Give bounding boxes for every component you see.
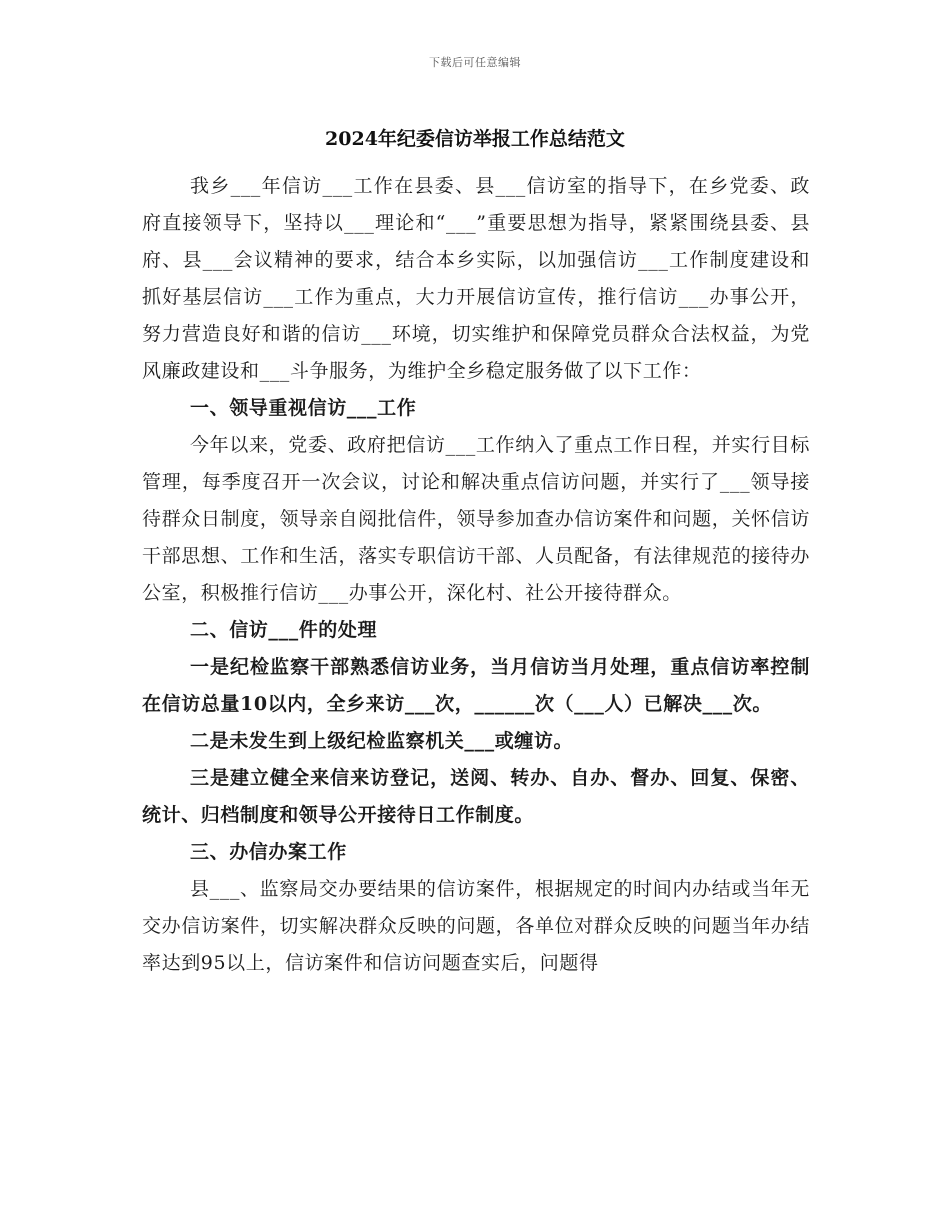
section-2-heading: 二、信访___件的处理	[190, 619, 378, 641]
section-3-heading: 三、办信办案工作	[190, 841, 347, 863]
section-1-heading: 一、领导重视信访___工作	[190, 397, 417, 419]
section-2-point-1: 一是纪检监察干部熟悉信访业务，当月信访当月处理，重点信访率控制在信访总量10以内，全乡来访___次，______次（___人）已解决___次。	[142, 656, 810, 715]
section-3-paragraph: 县___、监察局交办要结果的信访案件，根据规定的时间内办结或当年无交办信访案件，切实解决群众反映的问题，各单位对群众反映的问题当年办结率达到95以上，信访案件和信访问题查实后，问题得	[142, 878, 810, 974]
document-title: 2024年纪委信访举报工作总结范文	[325, 128, 625, 150]
section-2-point-2: 二是未发生到上级纪检监察机关___或缠访。	[190, 730, 574, 752]
intro-paragraph: 我乡___年信访___工作在县委、县___信访室的指导下，在乡党委、政府直接领导下，坚持以___理论和“___”重要思想为指导，紧紧围绕县委、县府、县___会议精神的要求，结合本乡实际，以加强信访___工作制度建设和抓好基层信访___工作为重点，大力开展信访宣传，推行信访___办事公开，努力营造良好和谐的信访___环境，切实维护和保障党员群众合法权益，为党风廉政建设和___斗争服务，为维护全乡稳定服务做了以下工作：	[142, 175, 810, 382]
document-body	[142, 168, 810, 982]
header-note: 下载后可任意编辑	[429, 56, 521, 69]
section-2-point-3: 三是建立健全来信来访登记，送阅、转办、自办、督办、回复、保密、统计、归档制度和领导公开接待日工作制度。	[142, 767, 810, 826]
section-1-paragraph: 今年以来，党委、政府把信访___工作纳入了重点工作日程，并实行目标管理，每季度召开一次会议，讨论和解决重点信访问题，并实行了___领导接待群众日制度，领导亲自阅批信件，领导参加查办信访案件和问题，关怀信访干部思想、工作和生活，落实专职信访干部、人员配备，有法律规范的接待办公室，积极推行信访___办事公开，深化村、社公开接待群众。	[142, 434, 810, 604]
